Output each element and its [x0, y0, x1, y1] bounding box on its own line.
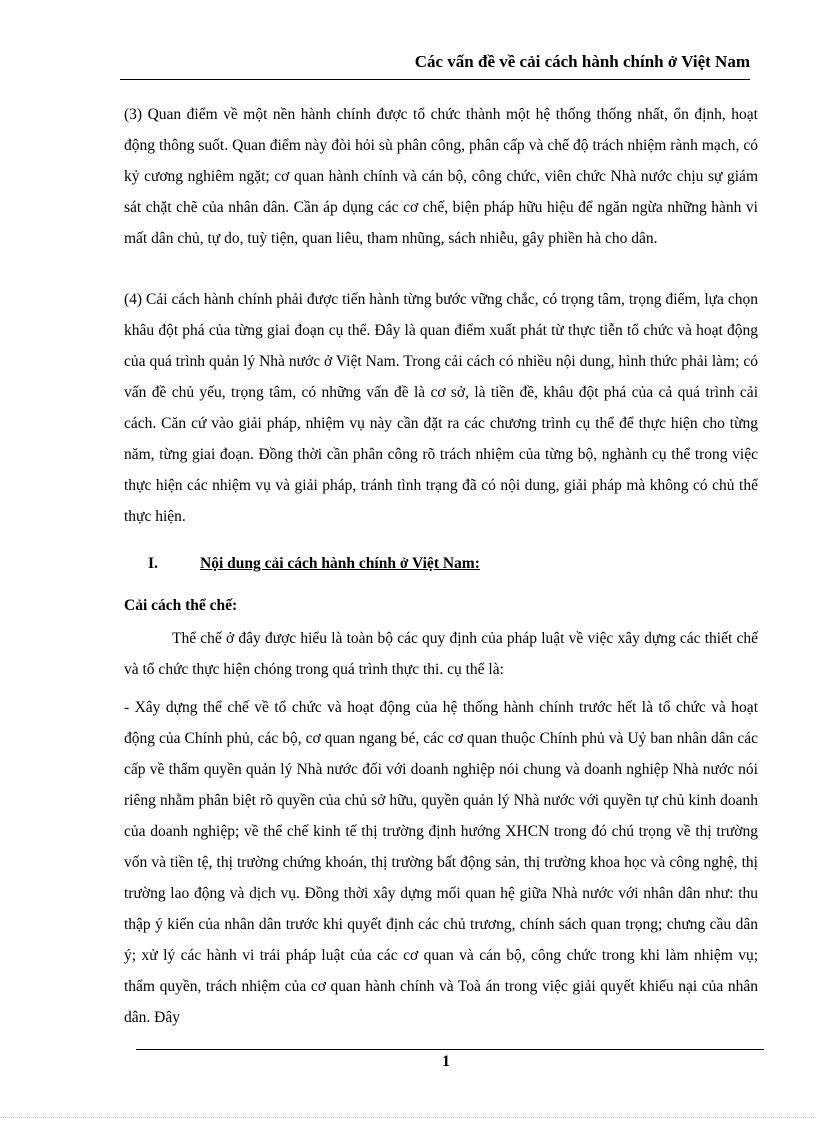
paragraph-institution-bullet: - Xây dựng thể chế về tổ chức và hoạt động của hệ thống hành chính trước hết là tổ chức và hoạt động của Chính phủ, các bộ, cơ quan ngang bé, các cơ quan thuộc Chính phủ và Uỷ ban nhân dân các cấp về thẩm quyền quản lý Nhà nước đối với doanh nghiệp nói chung và doanh nghiệp Nhà nước nói riêng nhằm phân biệt rõ quyền của chủ sở hữu, quyền quản lý Nhà nước với quyền tự chủ kinh doanh của doanh nghiệp; về thể chế kinh tế thị trường định hướng XHCN trong đó chú trọng về thị trường vốn và tiền tệ, thị trường chứng khoán, thị trường bất động sản, thị trường khoa học và công nghệ, thị trường lao động và dịch vụ. Đồng thời xây dựng mối quan hệ giữa Nhà nước với nhân dân như: thu thập ý kiến của nhân dân trước khi quyết định các chủ trương, chính sách quan trọng; chưng cầu dân ý; xử lý các hành vi trái pháp luật của các cơ quan và cán bộ, công chức trong khi làm nhiệm vụ; thẩm quyền, trách nhiệm của cơ quan hành chính và Toà án trong việc giải quyết khiếu nại của nhân dân. Đây — [124, 699, 758, 1026]
paragraph-institution-intro: Thể chế ở đây được hiểu là toàn bộ các quy định của pháp luật về việc xây dựng các thiết chế và tổ chức thực hiện chóng trong quá trình thực thi. cụ thể là: — [124, 630, 758, 678]
section-title: Nội dung cải cách hành chính ở Việt Nam: — [200, 555, 480, 572]
header-divider — [120, 79, 750, 80]
page-bottom-edge — [0, 1117, 816, 1118]
paragraph-viewpoint-4: (4) Cải cách hành chính phải được tiến hành từng bước vững chắc, có trọng tâm, trọng điểm, lựa chọn khâu đột phá của từng giai đoạn cụ thể. Đây là quan điểm xuất phát từ thực tiễn tổ chức và hoạt động của quá trình quản lý Nhà nước ở Việt Nam. Trong cải cách có nhiều nội dung, hình thức phải làm; có vấn đề chủ yếu, trọng tâm, có những vấn đề là cơ sở, là tiền đề, khâu đột phá của cả quá trình cải cách. Căn cứ vào giải pháp, nhiệm vụ này cần đặt ra các chương trình cụ thể để thực hiện cho từng năm, từng giai đoạn. Đồng thời cần phân công rõ trách nhiệm của từng bộ, nghành cụ thể trong việc thực hiện các nhiệm vụ và giải pháp, tránh tình trạng đã có nội dung, giải pháp mà không có chủ thể thực hiện. — [124, 291, 758, 525]
paragraph-viewpoint-3: (3) Quan điểm về một nền hành chính được tổ chức thành một hệ thống thống nhất, ổn định, hoạt động thông suốt. Quan điểm này đòi hỏi sù phân công, phân cấp và chế độ trách nhiệm rành mạch, có kỷ cương nghiêm ngặt; cơ quan hành chính và cán bộ, công chức, viên chức Nhà nước chịu sự giám sát chặt chẽ của nhân dân. Cần áp dụng các cơ chế, biện pháp hữu hiệu để ngăn ngừa những hành vi mất dân chủ, tự do, tuỳ tiện, quan liêu, tham nhũng, sách nhiễu, gây phiền hà cho dân. — [124, 106, 758, 247]
footer-divider — [136, 1049, 764, 1050]
subsection-heading: Cải cách thể chế: — [124, 597, 238, 614]
section-heading — [148, 548, 480, 579]
page-header-title: Các vấn đề về cải cách hành chính ở Việt Nam — [414, 52, 750, 71]
page-number: 1 — [442, 1053, 450, 1070]
section-number: I. — [148, 555, 158, 572]
